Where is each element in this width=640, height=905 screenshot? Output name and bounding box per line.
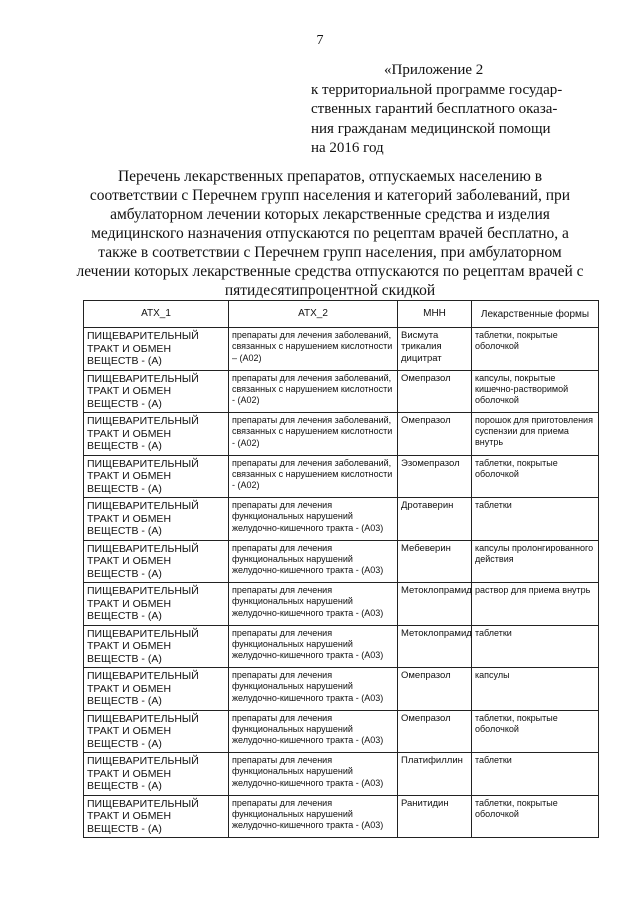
cell-atx1: ПИЩЕВАРИТЕЛЬНЫЙ ТРАКТ И ОБМЕН ВЕЩЕСТВ - (A) — [84, 795, 229, 838]
cell-mnn: Омепразол — [398, 413, 472, 456]
table-row — [84, 540, 599, 583]
cell-mnn: Метоклопрамид — [398, 583, 472, 626]
appendix-line: к территориальной программе государ- — [311, 81, 563, 98]
cell-atx2: препараты для лечения заболеваний, связанных с нарушением кислотности – (A02) — [229, 328, 398, 371]
title-line: Перечень лекарственных препаратов, отпускаемых населению в — [117, 168, 543, 185]
cell-atx1: ПИЩЕВАРИТЕЛЬНЫЙ ТРАКТ И ОБМЕН ВЕЩЕСТВ - (A) — [84, 328, 229, 371]
cell-mnn: Метоклопрамид — [398, 625, 472, 668]
cell-mnn: Омепразол — [398, 710, 472, 753]
page-number: 7 — [316, 33, 324, 48]
cell-atx1: ПИЩЕВАРИТЕЛЬНЫЙ ТРАКТ И ОБМЕН ВЕЩЕСТВ - (A) — [84, 583, 229, 626]
title-line: медицинского назначения отпускаются по рецептам врачей бесплатно, а — [91, 225, 569, 242]
table-row — [84, 498, 599, 541]
table-row — [84, 583, 599, 626]
drug-list-table — [83, 300, 599, 838]
header-atx2: ATX_2 — [229, 301, 398, 328]
cell-atx2: препараты для лечения заболеваний, связанных с нарушением кислотности - (A02) — [229, 413, 398, 456]
document-title — [60, 167, 600, 300]
cell-mnn: Мебеверин — [398, 540, 472, 583]
table-row — [84, 328, 599, 371]
title-line: амбулаторном лечении которых лекарственные средства и изделия — [110, 206, 550, 223]
cell-atx2: препараты для лечения функциональных нарушений желудочно-кишечного тракта - (A03) — [229, 498, 398, 541]
cell-form: порошок для приготовления суспензии для приема внутрь — [472, 413, 599, 456]
table-row — [84, 625, 599, 668]
header-atx1: ATX_1 — [84, 301, 229, 328]
table-row — [84, 413, 599, 456]
cell-atx1: ПИЩЕВАРИТЕЛЬНЫЙ ТРАКТ И ОБМЕН ВЕЩЕСТВ - (A) — [84, 668, 229, 711]
cell-form: таблетки — [472, 625, 599, 668]
cell-atx1: ПИЩЕВАРИТЕЛЬНЫЙ ТРАКТ И ОБМЕН ВЕЩЕСТВ - (A) — [84, 370, 229, 413]
cell-form: таблетки, покрытые оболочкой — [472, 710, 599, 753]
cell-mnn: Дротаверин — [398, 498, 472, 541]
table-row — [84, 370, 599, 413]
cell-atx2: препараты для лечения заболеваний, связанных с нарушением кислотности - (A02) — [229, 455, 398, 498]
cell-mnn: Ранитидин — [398, 795, 472, 838]
header-forms: Лекарственные формы — [472, 301, 599, 328]
cell-form: раствор для приема внутрь — [472, 583, 599, 626]
cell-atx1: ПИЩЕВАРИТЕЛЬНЫЙ ТРАКТ И ОБМЕН ВЕЩЕСТВ - (A) — [84, 710, 229, 753]
cell-form: таблетки — [472, 753, 599, 796]
table-row — [84, 795, 599, 838]
header-mnn: МНН — [398, 301, 472, 328]
cell-atx2: препараты для лечения функциональных нарушений желудочно-кишечного тракта - (A03) — [229, 795, 398, 838]
table-row — [84, 710, 599, 753]
cell-form: капсулы — [472, 668, 599, 711]
cell-mnn: Омепразол — [398, 668, 472, 711]
cell-mnn: Эзомепразол — [398, 455, 472, 498]
appendix-line: ния гражданам медицинской помощи — [311, 120, 551, 137]
cell-form: капсулы, покрытые кишечно-растворимой оболочкой — [472, 370, 599, 413]
cell-form: таблетки, покрытые оболочкой — [472, 795, 599, 838]
cell-mnn: Омепразол — [398, 370, 472, 413]
cell-atx2: препараты для лечения функциональных нарушений желудочно-кишечного тракта - (A03) — [229, 668, 398, 711]
title-line: также в соответствии с Перечнем групп населения, при амбулаторном — [98, 244, 562, 261]
title-line: пятидесятипроцентной скидкой — [224, 282, 436, 299]
cell-form: таблетки — [472, 498, 599, 541]
cell-atx1: ПИЩЕВАРИТЕЛЬНЫЙ ТРАКТ И ОБМЕН ВЕЩЕСТВ - (A) — [84, 540, 229, 583]
cell-form: капсулы пролонгированного действия — [472, 540, 599, 583]
cell-atx2: препараты для лечения функциональных нарушений желудочно-кишечного тракта - (A03) — [229, 583, 398, 626]
table-row — [84, 455, 599, 498]
cell-atx2: препараты для лечения функциональных нарушений желудочно-кишечного тракта - (A03) — [229, 625, 398, 668]
cell-mnn: Висмута трикалия дицитрат — [398, 328, 472, 371]
cell-form: таблетки, покрытые оболочкой — [472, 328, 599, 371]
appendix-line: на 2016 год — [311, 140, 384, 156]
table-header-row — [84, 301, 599, 328]
cell-atx2: препараты для лечения функциональных нарушений желудочно-кишечного тракта - (A03) — [229, 753, 398, 796]
cell-atx1: ПИЩЕВАРИТЕЛЬНЫЙ ТРАКТ И ОБМЕН ВЕЩЕСТВ - (A) — [84, 413, 229, 456]
cell-form: таблетки, покрытые оболочкой — [472, 455, 599, 498]
appendix-block — [311, 61, 591, 159]
cell-atx2: препараты для лечения функциональных нарушений желудочно-кишечного тракта - (A03) — [229, 540, 398, 583]
cell-atx1: ПИЩЕВАРИТЕЛЬНЫЙ ТРАКТ И ОБМЕН ВЕЩЕСТВ - (A) — [84, 455, 229, 498]
table-row — [84, 668, 599, 711]
title-line: лечении которых лекарственные средства отпускаются по рецептам врачей с — [76, 263, 584, 280]
cell-atx1: ПИЩЕВАРИТЕЛЬНЫЙ ТРАКТ И ОБМЕН ВЕЩЕСТВ - (A) — [84, 498, 229, 541]
appendix-line: ственных гарантий бесплатного оказа- — [311, 101, 558, 117]
cell-atx1: ПИЩЕВАРИТЕЛЬНЫЙ ТРАКТ И ОБМЕН ВЕЩЕСТВ - (A) — [84, 753, 229, 796]
cell-atx2: препараты для лечения заболеваний, связанных с нарушением кислотности - (A02) — [229, 370, 398, 413]
title-line: соответствии с Перечнем групп населения и категорий заболеваний, при — [89, 187, 571, 204]
cell-mnn: Платифиллин — [398, 753, 472, 796]
cell-atx1: ПИЩЕВАРИТЕЛЬНЫЙ ТРАКТ И ОБМЕН ВЕЩЕСТВ - (A) — [84, 625, 229, 668]
cell-atx2: препараты для лечения функциональных нарушений желудочно-кишечного тракта - (A03) — [229, 710, 398, 753]
appendix-line: «Приложение 2 — [384, 62, 484, 78]
table-row — [84, 753, 599, 796]
